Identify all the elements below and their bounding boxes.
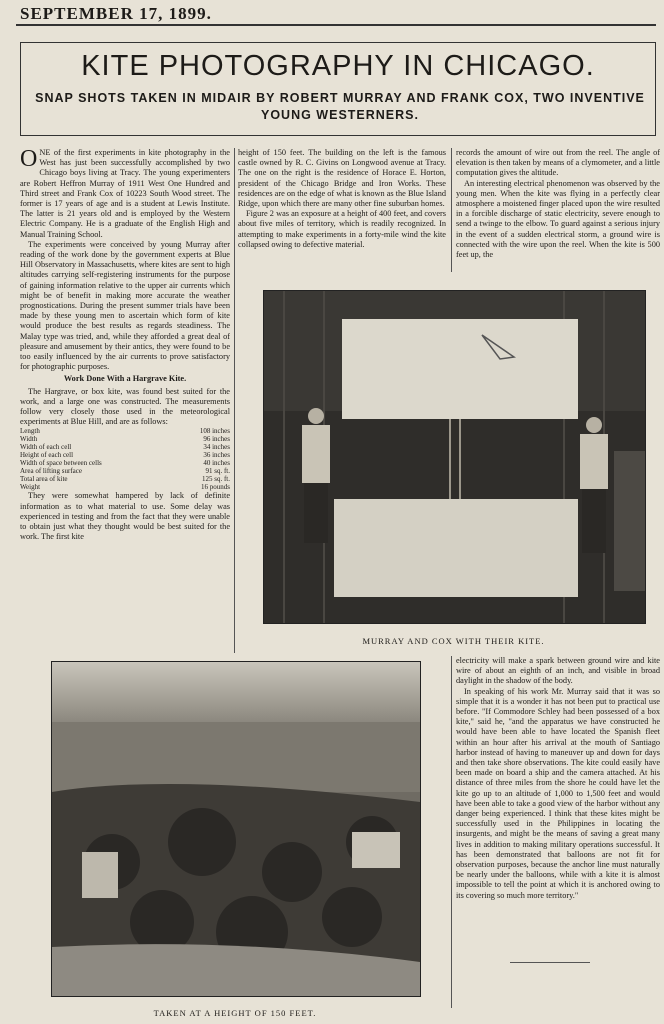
subheadline: SNAP SHOTS TAKEN IN MIDAIR BY ROBERT MURRAY AND FRANK COX, TWO INVENTIVE YOUNG WESTERNERS. xyxy=(35,91,645,122)
paragraph: An interesting electrical phenomenon was observed by the young men. When the kite was flying in a perfectly clear atmosphere a moistened finger placed upon the wire resulted in a forcible discharge of static electricity, severe enough to send a twinge to the elbow. To guard against a serious injury in the event of a sudden electrical storm, a ground wire is connected with the wire upon the reel. When the kite is 500 feet up, the xyxy=(456,178,660,260)
measurement-value: 34 inches xyxy=(203,443,230,452)
article-column-1 xyxy=(20,148,230,653)
paragraph: In speaking of his work Mr. Murray said that it was so simple that it is a wonder it has not been put to practical use before. "If Commodore Schley had been possessed of a box kite," said he, "and the apparatus we have constructed he would have been able to have located the Spanish fleet within an hour after his arrival at the mouth of Santiago harbor instead of having to maneuver up and down for days and then take shore observations. The kite could easily have been made on board a ship and the camera attached. At his distance of three miles from the shore he could have let the kite go up to an altitude of 1,000 to 1,500 feet and would have been able to take a good view of the harbor without any danger being experienced. I think that these kites might be successfully used in the Philippines in locating the insurgents, and might be the means of saving a great many lives in addition to making military operations successful. It has been demonstrated that balloons are not fit for observation purposes, because the anchor line must naturally be nearly under the balloons, while with a kite it is almost impossible to tell the point at which it is anchored owing to its covering so much more territory." xyxy=(456,686,660,900)
measurement-value: 125 sq. ft. xyxy=(202,475,230,484)
measurement-value: 40 inches xyxy=(203,459,230,468)
measurements-table xyxy=(20,427,230,491)
end-rule xyxy=(510,962,590,963)
measurement-row xyxy=(20,475,230,483)
measurement-label: Width xyxy=(20,435,38,444)
article-column-2 xyxy=(238,148,446,272)
kite-photo xyxy=(263,290,646,624)
measurement-value: 108 inches xyxy=(199,427,230,436)
measurement-row xyxy=(20,443,230,451)
paragraph: The Hargrave, or box kite, was found best suited for the work, and a large one was constructed. The measurements follow very closely those used in the meteorological experiments at Blue Hill, and are as follows: xyxy=(20,386,230,427)
measurement-value: 36 inches xyxy=(203,451,230,460)
article-column-3 xyxy=(456,148,660,272)
aerial-photo xyxy=(51,661,421,997)
section-subhead: Work Done With a Hargrave Kite. xyxy=(63,374,187,384)
measurement-row xyxy=(20,483,230,491)
measurement-label: Height of each cell xyxy=(20,451,74,460)
aerial-photo-caption: TAKEN AT A HEIGHT OF 150 FEET. xyxy=(153,1008,317,1018)
paragraph: records the amount of wire out from the reel. The angle of elevation is then taken by means of a clymometer, and a little computation gives the altitude. xyxy=(456,148,660,178)
article-column-4 xyxy=(456,656,660,956)
top-rule xyxy=(16,24,656,26)
paragraph: Figure 2 was an exposure at a height of 400 feet, and covers about five miles of territory, which is readily recognized. In attempting to make experiments in a forty-mile wind the kite collapsed owing to defective material. xyxy=(238,209,446,249)
measurement-value: 91 sq. ft. xyxy=(205,467,230,476)
measurement-row xyxy=(20,467,230,475)
measurement-label: Length xyxy=(20,427,40,436)
measurement-row xyxy=(20,435,230,443)
aerial-photo-illustration xyxy=(52,662,420,996)
headline: KITE PHOTOGRAPHY IN CHICAGO. xyxy=(81,50,595,82)
kite-photo-illustration xyxy=(264,291,645,623)
paragraph: NE of the first experiments in kite photography in the West has just been successfully accomplished by two Chicago boys living at Tracy. The young experimenters are Robert Heffron Murray of 1911 West One Hundred and Third street and Frank Cox of 10223 South Wood street. The former is 17 years of age and is a student at Lewis Institute. The latter is 21 years old and is employed by the Western Electric Company. He is a graduate of the English High and Manual Training School. xyxy=(20,148,230,239)
measurement-label: Width of space between cells xyxy=(20,459,102,468)
paragraph: height of 150 feet. The building on the left is the famous castle owned by R. C. Givins on Longwood avenue at Tracy. The one on the right is the residence of Horace E. Horton, president of the Chicago Bridge and Iron Works. These residences are on the edge of what is known as the Blue Island Ridge, upon which there are many other fine suburban homes. xyxy=(238,148,446,209)
kite-photo-caption: MURRAY AND COX WITH THEIR KITE. xyxy=(362,636,545,646)
column-rule xyxy=(451,148,452,272)
measurement-label: Weight xyxy=(20,483,41,492)
measurement-label: Total area of kite xyxy=(20,475,68,484)
dropcap: O xyxy=(20,148,38,172)
measurement-value: 16 pounds xyxy=(201,483,230,492)
paragraph: The experiments were conceived by young Murray after reading of the work done by the government experts at Blue Hill Observatory in Massachusetts, where kites are sent to high altitudes carrying self-registering instruments for the purpose of gaining information relative to the upper air currents which might be of benefit in making more accurate the weather prognostications. During the present summer trials have been made by these young men to ascertain which form of kite would produce the best results as regards steadiness. The Malay type was tried, and, while they afforded a great deal of pleasure and amusement by their antics, they were found to be too easily influenced by the air currents to prove satisfactory for photographic purposes. xyxy=(20,239,230,372)
measurement-value: 96 inches xyxy=(203,435,230,444)
measurement-row xyxy=(20,459,230,467)
measurement-label: Area of lifting surface xyxy=(20,467,82,476)
measurement-row xyxy=(20,451,230,459)
paragraph: They were somewhat hampered by lack of definite information as to what material to use. Some delay was experienced in testing and from the fact that they were unable to obtain just what they thought would be best suited for the work. The first kite xyxy=(20,491,230,542)
column-rule xyxy=(234,148,235,653)
measurement-label: Width of each cell xyxy=(20,443,72,452)
column-rule xyxy=(451,656,452,1008)
issue-date: SEPTEMBER 17, 1899. xyxy=(20,4,212,23)
paragraph: electricity will make a spark between ground wire and kite wire of about an eighth of an inch, and visible in broad daylight in the shadow of the body. xyxy=(456,656,660,686)
measurement-row xyxy=(20,427,230,435)
